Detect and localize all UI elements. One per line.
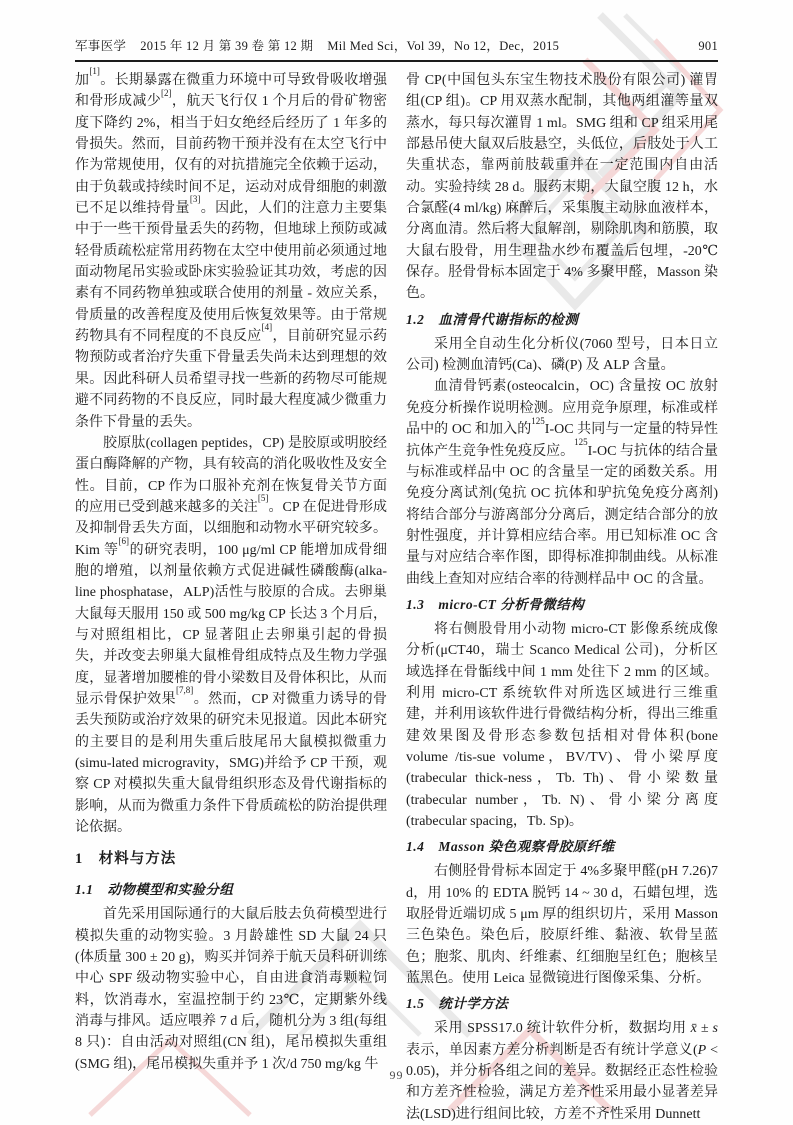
reference-superscript: [6]: [118, 535, 130, 546]
journal-title-line: [75, 36, 559, 54]
italic-symbol: P: [697, 1042, 707, 1058]
paragraph: 首先采用国际通行的大鼠后肢去负荷模型进行模拟失重的动物实验。3 月龄雄性 SD 大鼠 24 只(体质量 300 ± 20 g)，购买并饲养于航天员科研训练中心 SPF 级动物实验中心，自由进食消毒颗粒饲料，饮消毒水，室温控制于约 23℃，定期紫外线消毒与排风。适应喂养 7 d 后，随机分为 3 组(每组 8 只)：自由活动对照组(CN 组)，尾吊模拟失重组(SMG 组)，尾吊模拟失重并予 1 次/d 750 mg/kg 牛: [75, 907, 387, 1072]
paragraph: 胶原肽(collagen peptides，CP) 是胶原或明胶经蛋白酶降解的产物，具有较高的消化吸收性及安全性。目前，CP 作为口服补充剂在恢复骨关节方面的应用已受到越来越多的关注[5]。CP 在促进骨形成及抑制骨丢失方面，以细胞和动物水平研究较多。Kim 等[6]的研究表明，100 μg/ml CP 能增加成骨细胞的增殖，以剂量依赖方式促进碱性磷酸酶(alka-line phosphatase，ALP)活性与胶原的合成。去卵巢大鼠每天服用 150 或 500 mg/kg CP 长达 3 个月后，与对照组相比，CP 显著阻止去卵巢引起的骨损失，并改变去卵巢大鼠椎骨组成特点及生物力学强度，显著增加腰椎的骨小梁数目及骨体积比，从而显示骨保护效果[7,8]。然而，CP 对微重力诱导的骨丢失预防或治疗效果的研究未见报道。因此本研究的主要目的是利用失重后肢尾吊大鼠模拟微重力(simu-lated microgravity，SMG)并给予 CP 干预，观察 CP 对模拟失重大鼠骨组织形态及骨代谢指标的影响，从而为微重力条件下骨质疏松的防治提供理论依据。: [75, 435, 388, 836]
reference-superscript: [5]: [257, 493, 269, 504]
journal-name-en: Mil Med Sci，Vol 39，No 12，Dec，2015: [327, 39, 560, 53]
header-page-number: 901: [698, 39, 718, 53]
paragraph: 血清骨钙素(osteocalcin，OC) 含量按 OC 放射免疫分析操作说明检测。应用竞争原理，标准或样品中的 OC 和加入的$^{125}$I-OC 共同与一定量的特异性抗体产生竞争性免疫反应。$^{125}$I-OC 与抗体的结合量与标准或样品中 OC 的含量呈一定的函数关系。用免疫分离试剂(兔抗 OC 抗体和驴抗兔免疫分离剂)将结合部分与游离部分分离后，测定结合部分的放射性强度，并计算相应结合率。用已知标准 OC 含量与对应结合率作图，即得标准抑制曲线。从标准曲线上查知对应结合率的待测样品中 OC 的含量。: [406, 379, 718, 587]
footer-page-number: 99: [389, 1068, 404, 1082]
reference-superscript: [3]: [189, 194, 201, 205]
subsection-heading: 1.4 Masson 染色观察骨胶原纤维: [406, 839, 615, 855]
paragraph: 将右侧股骨用小动物 micro-CT 影像系统成像分析(μCT40，瑞士 Scanco Medical 公司)，分析区域选择在骨骺线中间 1 mm 处往下 2 mm 的区域。利用 micro-CT 系统软件对所选区域进行三维重建，并利用该软件进行骨微结构分析，得出三维重建效果图及骨形态参数包括相对骨体积(bone volume /tis-sue volume，BV/TV)、骨小梁厚度(trabecular thick-ness，Tb. Th)、骨小梁数量(trabecular number，Tb. N)、骨小梁分离度(trabecular spacing，Tb. Sp)。: [406, 621, 718, 829]
reference-superscript: [2]: [161, 87, 172, 98]
italic-symbol: x̄ ± s: [690, 1021, 718, 1037]
article-body: [75, 66, 718, 1125]
reference-superscript: [1]: [89, 66, 100, 77]
reference-superscript: [7,8]: [176, 685, 194, 696]
subsection-heading: 1.5 统计学方法: [406, 996, 509, 1012]
issue-info: 2015 年 12 月 第 39 卷 第 12 期: [140, 39, 314, 53]
subsection-heading: 1.1 动物模型和实验分组: [75, 882, 234, 898]
paragraph: 骨 CP(中国包头东宝生物技术股份有限公司) 灌胃组(CP 组)。CP 用双蒸水配制，其他两组灌等量双蒸水，每只每次灌胃 1 ml。SMG 组和 CP 组采用尾部悬吊使大鼠双后肢悬空，头低位，后肢处于人工失重状态，靠两前肢载重并在一定范围内自由活动。实验持续 28 d。服药末期，大鼠空腹 12 h，水合氯醛(4 ml/kg) 麻醉后，采集腹主动脉血液样本，分离血清。然后将大鼠解剖，剔除肌肉和筋膜，取大鼠右股骨，用生理盐水纱布覆盖后包埋，-20℃保存。胫骨骨标本固定于 4% 多聚甲醛，Masson 染色。: [406, 73, 718, 302]
section-heading: 1 材料与方法: [75, 851, 177, 868]
paragraph: 右侧胫骨骨标本固定于 4%多聚甲醛(pH 7.26)7 d，用 10% 的 EDTA 脱钙 14 ~ 30 d，石蜡包埋，选取胫骨近端切成 5 μm 厚的组织切片，采用 Masson 三色染色。染色后，胶原纤维、黏液、软骨呈蓝色；胞浆、肌肉、纤维素、红细胞呈红色；胞核呈蓝黑色。使用 Leica 显微镜进行图像采集、分析。: [406, 864, 718, 987]
subsection-heading: 1.3 micro-CT 分析骨微结构: [406, 596, 585, 612]
reference-superscript: 125: [531, 415, 545, 426]
paragraph: 采用 SPSS17.0 统计软件分析，数据均用 x̄ ± s 表示，单因素方差分析判断是否有统计学意义(P < 0.05)，并分析各组之间的差异。数据经正态性检验和方差齐性检验，满足方差齐性采用最小显著差异法(LSD)进行组间比较，方差不齐性采用 Dunnett: [406, 1021, 718, 1122]
left-column: [75, 66, 388, 1125]
page-footer: [0, 1068, 793, 1083]
reference-superscript: 125: [574, 436, 588, 447]
paragraph: 采用全自动生化分析仪(7060 型号，日本日立公司) 检测血清钙(Ca)、磷(P) 及 ALP 含量。: [406, 336, 718, 374]
reference-superscript: [4]: [261, 322, 273, 333]
subsection-heading: 1.2 血清骨代谢指标的检测: [406, 311, 579, 327]
right-column: [406, 70, 718, 1125]
page-header: [75, 36, 718, 62]
journal-name: 军事医学: [75, 39, 127, 53]
paragraph: 加[1]。长期暴露在微重力环境中可导致骨吸收增强和骨形成减少[2]，航天飞行仅 1 个月后的骨矿物密度下降约 2%，相当于妇女绝经后经历了 1 年多的骨损失。然而，目前药物干预并没有在太空飞行中作为常规使用，仅有的对抗措施完全依赖于运动，由于负载或持续时间不足，运动对成骨细胞的刺激已不足以维持骨量[3]。因此，人们的注意力主要集中于一些干预骨量丢失的药物，但地球上预防或减轻骨质疏松症常用药物在太空中使用前必须通过地面动物尾吊实验或卧床实验验证其功效，考虑的因素有不同药物单独或联合使用的剂量 - 效应关系，骨质量的改善程度及使用后恢复效果等。由于常规药物具有不同程度的不良反应[4]，目前研究显示药物预防或者治疗失重下骨量丢失尚未达到理想的效果。因此科研人员希望寻找一些新的药物尽可能规避不同药物的不良反应，同时最大程度减少微重力条件下骨量的丢失。: [75, 66, 388, 430]
